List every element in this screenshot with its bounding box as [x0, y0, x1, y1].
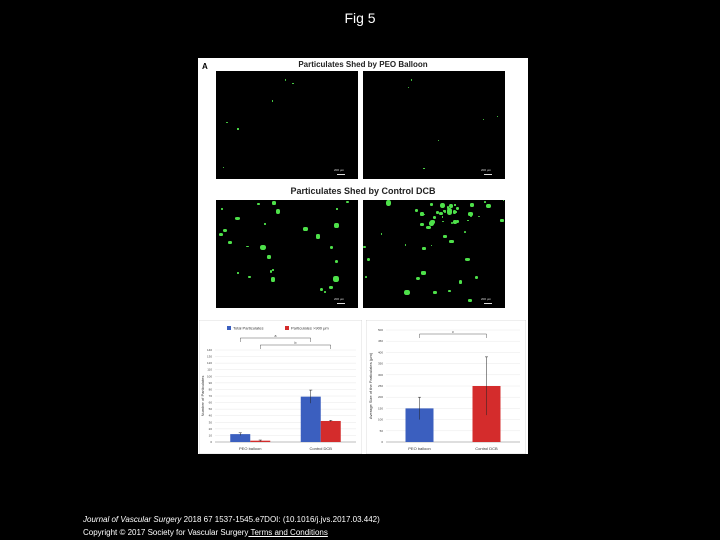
legend-label: Particulates >900 μm — [291, 325, 329, 331]
scale-bar-label: 200 μm — [334, 297, 345, 301]
particle — [226, 122, 228, 123]
particle — [386, 200, 391, 206]
particle — [346, 201, 349, 203]
particle — [272, 201, 276, 205]
particle — [260, 245, 266, 250]
particle — [436, 211, 440, 214]
particle — [442, 216, 444, 217]
y-tick-label: 60 — [208, 400, 212, 405]
particle — [439, 212, 443, 215]
y-tick-label: 350 — [377, 361, 383, 366]
y-tick-label: 250 — [377, 384, 383, 388]
particle — [465, 258, 470, 261]
y-tick-label: 80 — [208, 387, 212, 392]
bar — [301, 397, 321, 442]
scale-bar — [337, 174, 345, 175]
significance-label: b — [294, 341, 297, 345]
x-tick-label: Control DCB — [309, 446, 332, 451]
footer-copyright — [83, 528, 328, 537]
panel-a-letter: A — [202, 62, 208, 71]
particle — [415, 209, 418, 211]
y-tick-label: 400 — [377, 350, 383, 355]
y-tick-label: 500 — [377, 328, 383, 332]
y-tick-label: 130 — [206, 354, 212, 359]
y-tick-label: 50 — [208, 407, 212, 412]
y-tick-label: 30 — [208, 420, 212, 425]
particle — [324, 291, 326, 293]
particle — [483, 119, 484, 120]
panel-a-heading-top: Particulates Shed by PEO Balloon — [298, 60, 428, 69]
y-tick-label: 70 — [208, 394, 212, 398]
micrograph-dcb-1 — [216, 200, 358, 308]
particle — [486, 204, 490, 209]
particle — [455, 211, 457, 212]
particle — [468, 299, 472, 302]
particle — [475, 276, 478, 279]
particle — [381, 233, 383, 235]
particle — [431, 245, 433, 246]
particle — [421, 271, 426, 274]
scale-bar — [484, 174, 492, 175]
micrograph-peo-1 — [216, 71, 358, 179]
particle — [221, 208, 223, 209]
y-tick-label: 140 — [206, 348, 212, 352]
particle — [334, 223, 338, 228]
y-tick-label: 110 — [207, 367, 212, 372]
particle — [423, 168, 424, 169]
chart-number-of-particulates — [199, 320, 362, 454]
particle — [456, 207, 459, 210]
particle — [237, 272, 239, 274]
x-tick-label: Control DCB — [475, 446, 498, 451]
legend-swatch — [227, 326, 231, 330]
particle — [443, 235, 447, 237]
x-tick-label: PEO balloon — [408, 446, 431, 451]
particle — [276, 209, 280, 214]
particle — [408, 87, 409, 89]
y-tick-label: 0 — [381, 440, 383, 444]
particle — [442, 221, 444, 222]
particle — [264, 223, 266, 224]
particle — [422, 247, 426, 250]
particle — [292, 83, 293, 84]
particle — [365, 276, 367, 278]
journal-name: Journal of Vascular Surgery — [83, 515, 182, 524]
particle — [503, 200, 505, 201]
y-tick-label: 100 — [206, 374, 212, 379]
particle — [257, 203, 259, 205]
micrograph-dcb-2 — [363, 200, 505, 308]
particle — [497, 116, 498, 117]
particle — [235, 217, 240, 220]
y-tick-label: 20 — [208, 426, 212, 431]
particle — [440, 203, 445, 208]
micrograph-peo-2 — [363, 71, 505, 179]
particle — [363, 246, 366, 248]
terms-link[interactable]: Terms and Conditions — [248, 528, 328, 537]
particle — [404, 290, 409, 295]
particle — [448, 290, 450, 292]
particle — [500, 219, 503, 222]
particle — [449, 240, 453, 243]
particle — [316, 234, 320, 238]
particle — [219, 233, 223, 236]
particle — [453, 220, 457, 224]
particle — [464, 231, 466, 233]
particle — [411, 79, 412, 80]
y-tick-label: 50 — [379, 428, 383, 433]
y-tick-label: 10 — [208, 433, 212, 438]
scale-bar-label: 200 μm — [334, 168, 345, 172]
particle — [336, 208, 338, 209]
particle — [430, 203, 434, 205]
particle — [303, 227, 308, 231]
scale-bar-label: 200 μm — [481, 168, 492, 172]
particle — [454, 204, 456, 206]
y-tick-label: 120 — [206, 361, 212, 366]
particle — [329, 286, 333, 289]
particle — [246, 246, 248, 247]
chart-average-size — [366, 320, 526, 454]
particle — [484, 201, 486, 203]
figure — [198, 58, 528, 454]
particle — [438, 140, 439, 141]
scale-bar — [484, 303, 492, 304]
particle — [430, 220, 435, 224]
bar — [321, 421, 341, 442]
y-axis-label: Average Size of the Particulates (μm) — [368, 352, 373, 420]
y-tick-label: 150 — [377, 406, 383, 411]
particle — [420, 223, 423, 227]
particle — [449, 204, 453, 208]
particle — [405, 244, 407, 246]
particle — [272, 100, 273, 102]
particle — [426, 226, 430, 229]
significance-label: a — [274, 334, 277, 338]
y-tick-label: 300 — [377, 372, 383, 377]
particle — [330, 246, 333, 249]
y-tick-label: 100 — [377, 417, 383, 422]
particle — [335, 260, 339, 263]
particle — [416, 277, 420, 281]
particle — [237, 128, 239, 129]
particle — [433, 216, 436, 219]
particle — [271, 277, 275, 281]
particle — [272, 269, 274, 271]
particle — [423, 214, 425, 215]
significance-label: c — [452, 330, 454, 334]
particle — [443, 210, 445, 212]
y-tick-label: 450 — [377, 339, 383, 344]
y-axis-label: Number of Particulates — [200, 375, 205, 417]
chart-frame — [366, 320, 526, 454]
particle — [270, 270, 272, 273]
scale-bar — [337, 303, 345, 304]
particle — [333, 276, 339, 282]
particle — [367, 258, 370, 262]
x-tick-label: PEO balloon — [239, 446, 262, 451]
particle — [228, 241, 232, 244]
scale-bar-label: 200 μm — [481, 297, 492, 301]
citation-text: 2018 67 1537-1545.e7DOI: (10.1016/j.jvs.2017.03.442) — [181, 515, 380, 524]
legend-swatch — [285, 326, 289, 330]
particle — [447, 208, 452, 214]
particle — [248, 276, 251, 278]
copyright-text: Copyright © 2017 Society for Vascular Surgery — [83, 528, 249, 537]
particle — [320, 288, 323, 291]
y-tick-label: 40 — [208, 413, 212, 418]
footer-citation — [83, 515, 380, 524]
particle — [433, 291, 436, 294]
y-tick-label: 200 — [377, 395, 383, 400]
y-tick-label: 90 — [208, 380, 212, 385]
particle — [285, 79, 286, 81]
particle — [467, 220, 469, 221]
legend-label: Total Particulates — [233, 325, 264, 331]
particle — [267, 255, 270, 259]
particle — [478, 216, 481, 218]
particle — [470, 203, 474, 207]
panel-a-heading-bottom: Particulates Shed by Control DCB — [290, 186, 436, 196]
particle — [223, 229, 227, 232]
particle — [459, 280, 462, 283]
particle — [223, 167, 224, 168]
page-title: Fig 5 — [344, 10, 376, 26]
y-tick-label: 0 — [210, 440, 212, 444]
